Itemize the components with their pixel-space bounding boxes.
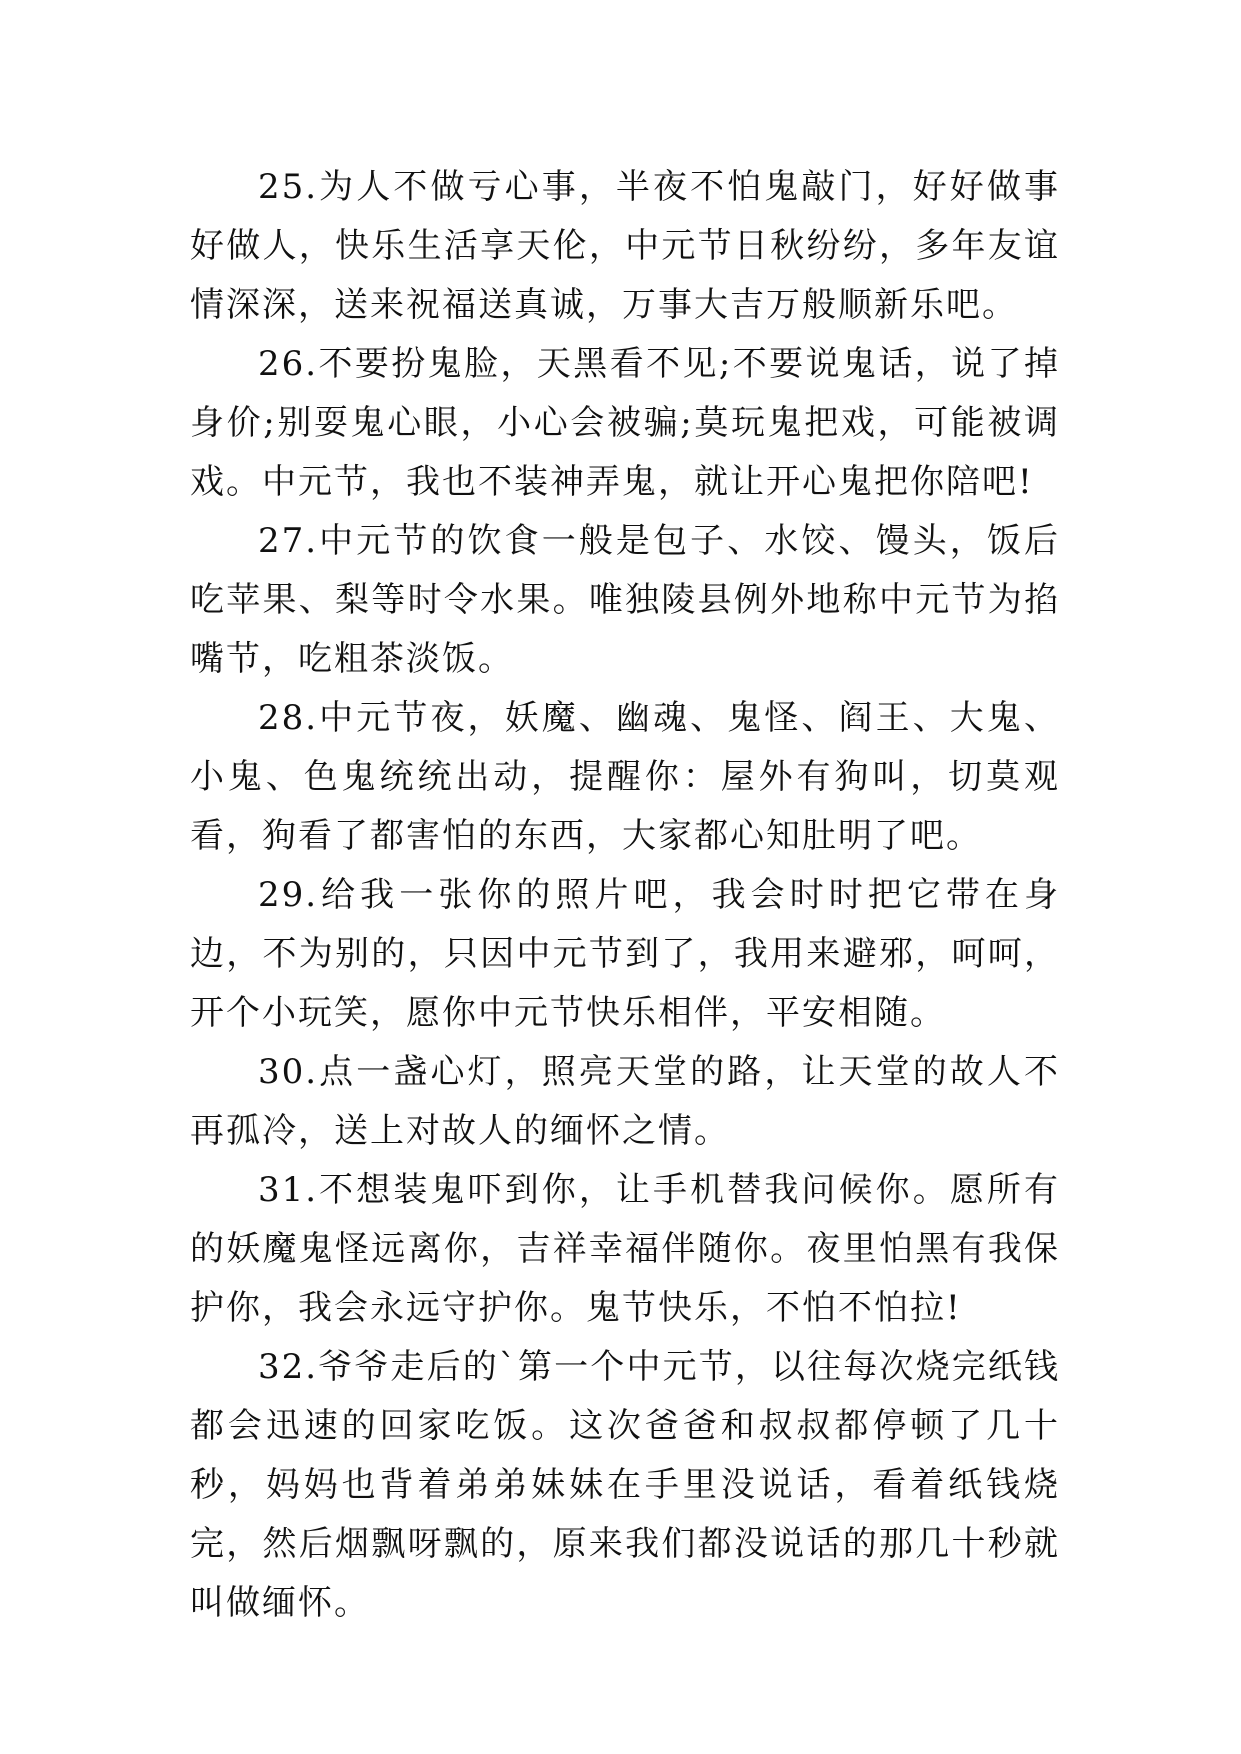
paragraph-31: 31.不想装鬼吓到你，让手机替我问候你。愿所有的妖魔鬼怪远离你，吉祥幸福伴随你。夜里怕黑有我保护你，我会永远守护你。鬼节快乐，不怕不怕拉!: [190, 1170, 1060, 1328]
document-body: [190, 158, 1060, 1633]
paragraph-30: 30.点一盏心灯，照亮天堂的路，让天堂的故人不再孤冷，送上对故人的缅怀之情。: [190, 1052, 1060, 1151]
paragraph-27: 27.中元节的饮食一般是包子、水饺、馒头，饭后吃苹果、梨等时令水果。唯独陵县例外地称中元节为掐嘴节，吃粗茶淡饭。: [190, 521, 1060, 679]
paragraph-25: 25.为人不做亏心事，半夜不怕鬼敲门，好好做事好做人，快乐生活享天伦，中元节日秋纷纷，多年友谊情深深，送来祝福送真诚，万事大吉万般顺新乐吧。: [190, 167, 1060, 325]
paragraph-32: 32.爷爷走后的`第一个中元节，以往每次烧完纸钱都会迅速的回家吃饭。这次爸爸和叔叔都停顿了几十秒，妈妈也背着弟弟妹妹在手里没说话，看着纸钱烧完，然后烟飘呀飘的，原来我们都没说话的那几十秒就叫做缅怀。: [190, 1347, 1060, 1623]
paragraph-29: 29.给我一张你的照片吧，我会时时把它带在身边，不为别的，只因中元节到了，我用来避邪，呵呵，开个小玩笑，愿你中元节快乐相伴，平安相随。: [190, 875, 1060, 1033]
paragraph-28: 28.中元节夜，妖魔、幽魂、鬼怪、阎王、大鬼、小鬼、色鬼统统出动，提醒你：屋外有狗叫，切莫观看，狗看了都害怕的东西，大家都心知肚明了吧。: [190, 698, 1060, 856]
paragraph-26: 26.不要扮鬼脸，天黑看不见;不要说鬼话，说了掉身价;别耍鬼心眼，小心会被骗;莫玩鬼把戏，可能被调戏。中元节，我也不装神弄鬼，就让开心鬼把你陪吧!: [190, 344, 1060, 502]
